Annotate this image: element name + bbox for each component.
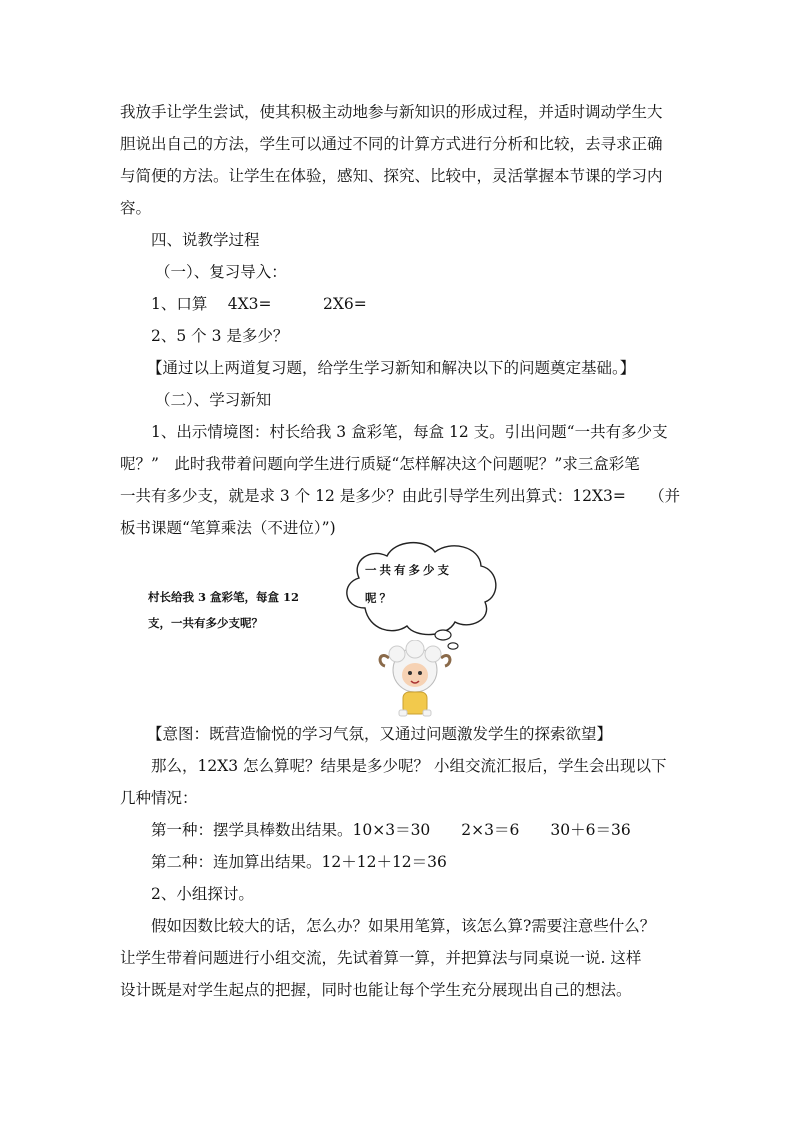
situation-figure (120, 548, 520, 720)
review-question-2: 2、5 个 3 是多少？ (151, 327, 289, 345)
review-note: 【通过以上两道复习题，给学生学习新知和解决以下的问题奠定基础。】 (147, 359, 636, 377)
paragraph-line: 让学生带着问题进行小组交流，先试着算一算，并把算法与同桌说一说. 这样 (120, 949, 642, 967)
paragraph-line: 胆说出自己的方法，学生可以通过不同的计算方式进行分析和比较，去寻求正确 (120, 135, 663, 153)
figure-caption-line: 支，一共有多少支呢？ (148, 616, 263, 630)
paragraph-line: 那么，12X3 怎么算呢？结果是多少呢？ 小组交流汇报后，学生会出现以下 (151, 757, 667, 775)
paragraph-line: 几种情况： (120, 789, 198, 807)
paragraph-line: 板书课题“笔算乘法（不进位）”) (120, 519, 336, 537)
method-line: 第二种：连加算出结果。12＋12＋12＝36 (151, 853, 447, 871)
figure-caption (148, 584, 348, 636)
figure-caption-line: 村长给我 3 盒彩笔，每盒 12 (148, 590, 300, 604)
paragraph-line: 假如因数比较大的话，怎么办？如果用笔算，该怎么算?需要注意些什么？ (151, 917, 656, 935)
paragraph-line: 1、出示情境图：村长给我 3 盒彩笔，每盒 12 支。引出问题“一共有多少支 (151, 423, 668, 441)
text-block-bottom (120, 718, 680, 1006)
paragraph-line: 设计既是对学生起点的把握，同时也能让每个学生充分展现出自己的想法。 (120, 981, 632, 999)
paragraph-line: 容。 (120, 199, 152, 217)
method-line: 第一种：摆学具棒数出结果。10×3＝30 2×3＝6 30＋6＝36 (151, 821, 631, 839)
intent-note: 【意图：既营造愉悦的学习气氛，又通过问题激发学生的探索欲望】 (147, 725, 613, 743)
bubble-text-line: 呢？ (365, 591, 394, 605)
bubble-text (365, 556, 485, 612)
subsection-heading: （一）、复习导入： (155, 263, 287, 281)
paragraph-line: 呢？” 此时我带着问题向学生进行质疑“怎样解决这个问题呢？”求三盒彩笔 (120, 455, 640, 473)
review-question-1: 1、口算 4X3= 2X6= (151, 295, 367, 313)
sheep-character-icon (375, 640, 455, 720)
text-block-top (120, 96, 680, 544)
bubble-text-line: 一共有多少支 (365, 563, 452, 577)
paragraph-line: 与简便的方法。让学生在体验，感知、探究、比较中，灵活掌握本节课的学习内 (120, 167, 663, 185)
paragraph-line: 一共有多少支，就是求 3 个 12 是多少？由此引导学生列出算式：12X3= （并 (120, 487, 681, 505)
subsection-heading: 2、小组探讨。 (151, 885, 254, 903)
subsection-heading: （二）、学习新知 (155, 391, 272, 409)
section-heading: 四、说教学过程 (151, 231, 260, 249)
paragraph-line: 我放手让学生尝试，使其积极主动地参与新知识的形成过程，并适时调动学生大 (120, 103, 663, 121)
